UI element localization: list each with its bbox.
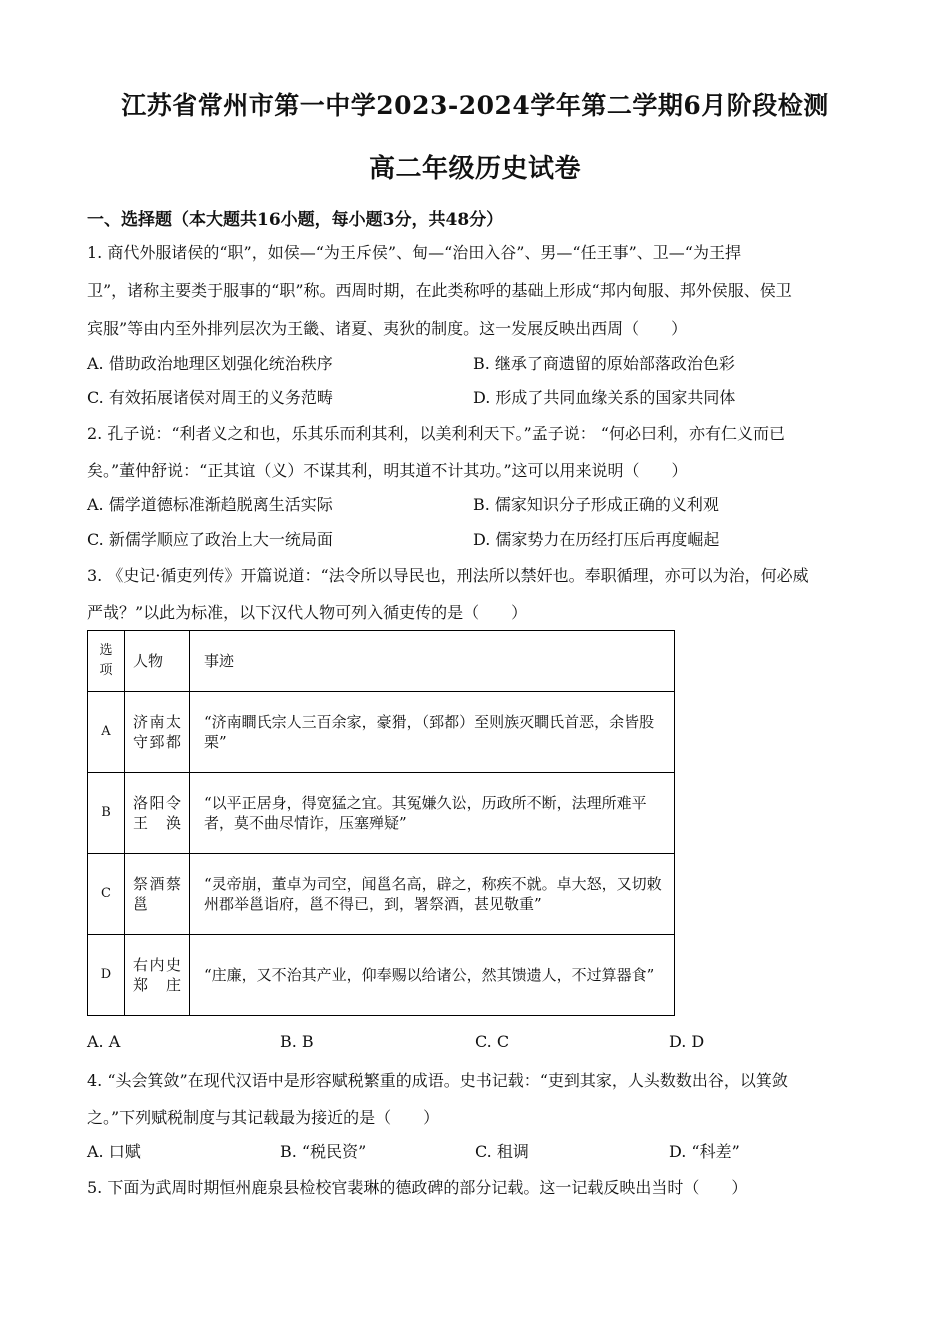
q4-option-d: D. “科差” bbox=[669, 1142, 740, 1161]
q2-stem-line1: 2. 孔子说：“利者义之和也，乐其乐而利其利，以美利利天下。”孟子说： “何必曰利，亦有仁义而已 bbox=[87, 424, 785, 443]
row-deed: “庄廉，又不治其产业，仰奉赐以给诸公，然其馈遗人，不过算器食” bbox=[190, 935, 675, 1016]
q4-option-a: A. 口赋 bbox=[87, 1142, 141, 1161]
row-option: A bbox=[88, 692, 125, 773]
q4-stem-line1: 4. “头会箕敛”在现代汉语中是形容赋税繁重的成语。史书记载：“吏到其家，人头数数出谷，以箕敛 bbox=[87, 1071, 788, 1090]
exam-title-line1: 江苏省常州市第一中学2023-2024学年第二学期6月阶段检测 bbox=[121, 91, 829, 120]
table-header-person: 人物 bbox=[125, 631, 190, 692]
table-row bbox=[88, 773, 675, 854]
q1-option-b: B. 继承了商遗留的原始部落政治色彩 bbox=[473, 354, 735, 373]
q4-stem-line2: 之。”下列赋税制度与其记载最为接近的是（ ） bbox=[87, 1108, 440, 1127]
table-row bbox=[88, 692, 675, 773]
q1-stem-line2: 卫”，诸称主要类于服事的“职”称。西周时期，在此类称呼的基础上形成“邦内甸服、邦外侯服、侯卫 bbox=[87, 281, 792, 300]
row-option: C bbox=[88, 854, 125, 935]
q1-stem-line3: 宾服”等由内至外排列层次为王畿、诸夏、夷狄的制度。这一发展反映出西周（ ） bbox=[87, 319, 688, 338]
table-row bbox=[88, 935, 675, 1016]
q2-option-c: C. 新儒学顺应了政治上大一统局面 bbox=[87, 530, 333, 549]
row-person: 济南太守郅都 bbox=[125, 692, 190, 773]
q5-stem-line1: 5. 下面为武周时期恒州鹿泉县检校官裴琳的德政碑的部分记载。这一记载反映出当时（ ） bbox=[87, 1178, 748, 1197]
q2-option-d: D. 儒家势力在历经打压后再度崛起 bbox=[473, 530, 720, 549]
row-person: 洛阳令王涣 bbox=[125, 773, 190, 854]
table-header-deed: 事迹 bbox=[190, 631, 675, 692]
q1-option-c: C. 有效拓展诸侯对周王的义务范畴 bbox=[87, 388, 333, 407]
table-header-row bbox=[88, 631, 675, 692]
table-header-option: 选项 bbox=[88, 631, 125, 692]
section-heading: 一、选择题（本大题共16小题，每小题3分，共48分） bbox=[87, 210, 504, 230]
row-option: D bbox=[88, 935, 125, 1016]
exam-title-line2: 高二年级历史试卷 bbox=[368, 154, 581, 184]
row-deed: “灵帝崩，董卓为司空，闻邕名高，辟之，称疾不就。卓大怒，又切敕州郡举邕诣府，邕不得已，到，署祭酒，甚见敬重” bbox=[190, 854, 675, 935]
q2-option-b: B. 儒家知识分子形成正确的义利观 bbox=[473, 495, 719, 514]
row-deed: “以平正居身，得宽猛之宜。其冤嫌久讼，历政所不断，法理所难平者，莫不曲尽情诈，压塞殚疑” bbox=[190, 773, 675, 854]
table-row bbox=[88, 854, 675, 935]
q3-table bbox=[87, 630, 675, 1016]
q3-option-b: B. B bbox=[280, 1032, 314, 1051]
q3-option-c: C. C bbox=[475, 1032, 510, 1051]
q2-stem-line2: 矣。”董仲舒说：“正其谊（义）不谋其利，明其道不计其功。”这可以用来说明（ ） bbox=[87, 461, 688, 480]
row-option: B bbox=[88, 773, 125, 854]
row-person: 右内史郑庄 bbox=[125, 935, 190, 1016]
q3-option-d: D. D bbox=[669, 1032, 705, 1051]
q3-option-a: A. A bbox=[87, 1032, 121, 1051]
q3-stem-line2: 严哉？”以此为标准，以下汉代人物可列入循吏传的是（ ） bbox=[87, 603, 528, 622]
q2-option-a: A. 儒学道德标准渐趋脱离生活实际 bbox=[87, 495, 333, 514]
q3-stem-line1: 3. 《史记·循吏列传》开篇说道：“法令所以导民也，刑法所以禁奸也。奉职循理，亦可以为治，何必威 bbox=[87, 566, 809, 585]
q4-option-c: C. 租调 bbox=[475, 1142, 529, 1161]
row-deed: “济南瞷氏宗人三百余家，豪猾，（郅都）至则族灭瞷氏首恶，余皆股栗” bbox=[190, 692, 675, 773]
q1-option-a: A. 借助政治地理区划强化统治秩序 bbox=[87, 354, 333, 373]
q4-option-b: B. “税民资” bbox=[280, 1142, 367, 1161]
q1-stem-line1: 1. 商代外服诸侯的“职”，如侯—“为王斥侯”、甸—“治田入谷”、男—“任王事”、卫—“为王捍 bbox=[87, 243, 741, 262]
row-person: 祭酒蔡邕 bbox=[125, 854, 190, 935]
q1-option-d: D. 形成了共同血缘关系的国家共同体 bbox=[473, 388, 736, 407]
